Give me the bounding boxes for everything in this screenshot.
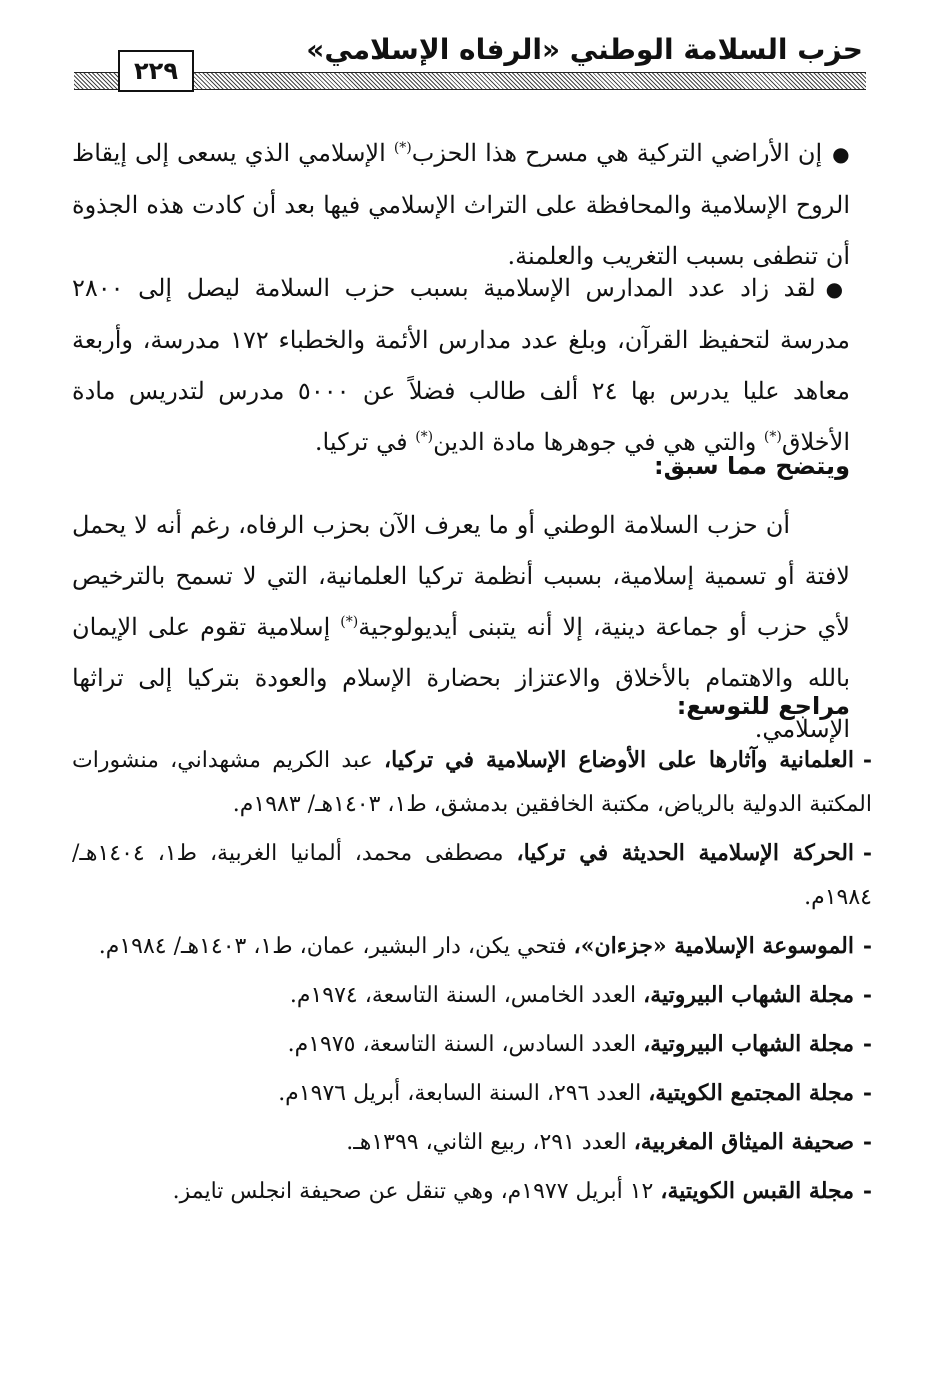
bullet-icon: ● xyxy=(832,142,850,166)
bullet-2-text-c: في تركيا. xyxy=(314,428,416,456)
bullet-1-text-a: إن الأراضي التركية هي مسرح هذا الحزب xyxy=(411,139,823,167)
dash-marker: - xyxy=(862,840,873,866)
reference-item xyxy=(72,831,872,920)
reference-item xyxy=(72,973,872,1018)
reference-details: فتحي يكن، دار البشير، عمان، ط١، ١٤٠٣هـ/ ١٩٨٤م. xyxy=(98,934,574,959)
reference-title: مجلة المجتمع الكويتية، xyxy=(648,1080,854,1106)
conclusion-text-b: إسلامية تقوم على الإيمان بالله والاهتمام بالأخلاق والاعتزاز بحضارة الإسلام والعودة بتركيا إلى تراثها الإسلامي. xyxy=(72,613,850,743)
reference-title: مجلة القبس الكويتية، xyxy=(660,1178,854,1204)
reference-item xyxy=(72,738,872,827)
page-number: ٢٢٩ xyxy=(118,50,194,92)
reference-title: الموسوعة الإسلامية «جزءان»، xyxy=(573,933,854,959)
reference-details: العدد السادس، السنة التاسعة، ١٩٧٥م. xyxy=(287,1032,644,1057)
reference-details: عبد الكريم مشهداني، منشورات المكتبة الدولية بالرياض، مكتبة الخافقين بدمشق، ط١، ١٤٠٣هـ/ ١٩٨٣م. xyxy=(72,748,872,817)
dash-marker: - xyxy=(862,1178,872,1204)
reference-details: مصطفى محمد، ألمانيا الغربية، ط١، ١٤٠٤هـ/ ١٩٨٤م. xyxy=(72,841,872,910)
dash-marker: - xyxy=(862,1080,872,1106)
reference-details: العدد ٢٩١، ربيع الثاني، ١٣٩٩هـ. xyxy=(346,1130,634,1155)
reference-title: الحركة الإسلامية الحديثة في تركيا، xyxy=(516,840,855,866)
reference-title: مجلة الشهاب البيروتية، xyxy=(643,1031,854,1057)
reference-details: العدد ٢٩٦، السنة السابعة، أبريل ١٩٧٦م. xyxy=(278,1081,649,1106)
reference-item xyxy=(72,1022,872,1067)
footnote-marker: (*) xyxy=(415,429,434,445)
reference-title: مجلة الشهاب البيروتية، xyxy=(643,982,854,1008)
dash-marker: - xyxy=(862,1031,872,1057)
running-header-title: حزب السلامة الوطني «الرفاه الإسلامي» xyxy=(306,33,863,66)
dash-marker: - xyxy=(862,1129,872,1155)
reference-title: العلمانية وآثارها على الأوضاع الإسلامية في تركيا، xyxy=(384,747,854,773)
section-heading-references: مراجع للتوسع: xyxy=(676,692,850,720)
dash-marker: - xyxy=(862,982,872,1008)
bullet-2-text-a: لقد زاد عدد المدارس الإسلامية بسبب حزب السلامة ليصل إلى ٢٨٠٠ مدرسة لتحفيظ القرآن، وبلغ عدد مدارس الأئمة والخطباء ١٧٢ مدرسة، وأربعة معاهد عليا يدرس بها ٢٤ ألف طالب فضلاً عن ٥٠٠٠ مدرس لتدريس مادة الأخلاق xyxy=(72,274,850,456)
reference-title: صحيفة الميثاق المغربية، xyxy=(633,1129,854,1155)
footnote-marker: (*) xyxy=(763,429,782,445)
reference-item xyxy=(72,1169,872,1214)
reference-item xyxy=(72,924,872,969)
dash-marker: - xyxy=(862,747,872,773)
reference-item xyxy=(72,1120,872,1165)
footnote-marker: (*) xyxy=(393,140,412,156)
bullet-icon: ● xyxy=(825,277,850,301)
bullet-1-text-b: الإسلامي الذي يسعى إلى إيقاظ الروح الإسلامية والمحافظة على التراث الإسلامي فيها بعد أن كادت هذه الجذوة أن تنطفى بسبب التغريب والعلمنة. xyxy=(72,139,850,270)
reference-item xyxy=(72,1071,872,1116)
references-list xyxy=(72,738,872,1218)
conclusion-text-a: أن حزب السلامة الوطني أو ما يعرف الآن بحزب الرفاه، رغم أنه لا يحمل لافتة أو تسمية إسلامية، بسبب أنظمة تركيا العلمانية، التي لا تسمح بالترخيص لأي حزب أو جماعة دينية، إلا أنه يتبنى أيديولوجية xyxy=(72,511,850,641)
footnote-marker: (*) xyxy=(340,614,359,630)
section-heading-conclusion: ويتضح مما سبق: xyxy=(654,452,850,480)
reference-details: ١٢ أبريل ١٩٧٧م، وهي تنقل عن صحيفة انجلس تايمز. xyxy=(172,1179,661,1204)
dash-marker: - xyxy=(862,933,872,959)
bullet-paragraph-1 xyxy=(72,128,850,282)
bullet-paragraph-2 xyxy=(72,263,850,468)
bullet-2-text-b: والتي هي في جوهرها مادة الدين xyxy=(433,428,764,456)
reference-details: العدد الخامس، السنة التاسعة، ١٩٧٤م. xyxy=(289,983,644,1008)
